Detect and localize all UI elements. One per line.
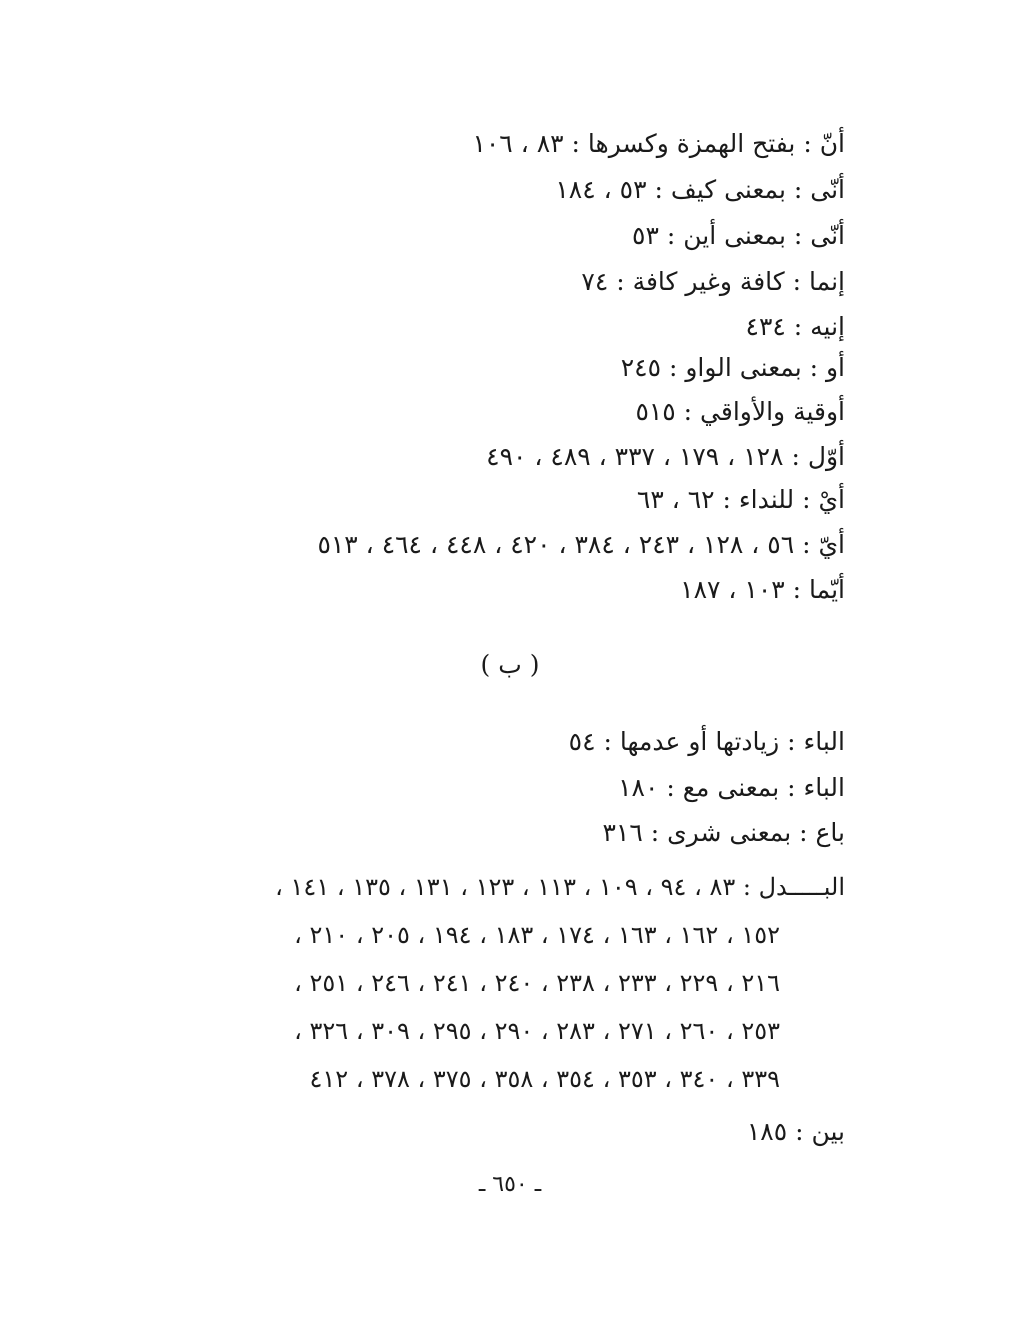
index-entry-awwal: أوّل : ١٢٨ ، ١٧٩ ، ٣٣٧ ، ٤٨٩ ، ٤٩٠	[486, 442, 845, 471]
index-entry-ayyuma: أيّما : ١٠٣ ، ١٨٧	[680, 575, 845, 604]
badal-line: البـــــدل : ٨٣ ، ٩٤ ، ١٠٩ ، ١١٣ ، ١٢٣ ، ١٣١ ، ١٣٥ ، ١٤١ ،	[275, 873, 845, 901]
section-heading-ba: ( ب )	[480, 650, 540, 679]
index-entry-inniyah: إنيه : ٤٣٤	[745, 312, 845, 341]
badal-line: ١٥٢ ، ١٦٢ ، ١٦٣ ، ١٧٤ ، ١٨٣ ، ١٩٤ ، ٢٠٥ ، ٢١٠ ،	[294, 921, 780, 949]
index-entry-uqiyya: أوقية والأواقي : ٥١٥	[635, 397, 845, 426]
badal-line: ٢١٦ ، ٢٢٩ ، ٢٣٣ ، ٢٣٨ ، ٢٤٠ ، ٢٤١ ، ٢٤٦ ، ٢٥١ ،	[294, 969, 780, 997]
page-number: ـ ٦٥٠ ـ	[478, 1172, 542, 1197]
index-entry-bayna: بين : ١٨٥	[746, 1117, 845, 1146]
index-entry-ay-nida: أيْ : للنداء : ٦٢ ، ٦٣	[636, 485, 845, 514]
index-entry-ba-maa: الباء : بمعنى مع : ١٨٠	[618, 773, 845, 802]
index-entry-ba-ziyada: الباء : زيادتها أو عدمها : ٥٤	[568, 727, 845, 756]
index-entry-baa: باع : بمعنى شرى : ٣١٦	[602, 818, 845, 847]
index-entry-badal	[275, 870, 845, 1110]
badal-line: ٢٥٣ ، ٢٦٠ ، ٢٧١ ، ٢٨٣ ، ٢٩٠ ، ٢٩٥ ، ٣٠٩ ، ٣٢٦ ،	[294, 1017, 780, 1045]
index-entry-anna: أنّ : بفتح الهمزة وكسرها : ٨٣ ، ١٠٦	[472, 129, 845, 158]
index-entry-anna-kayfa: أنّى : بمعنى كيف : ٥٣ ، ١٨٤	[555, 175, 845, 204]
index-entry-anna-ayna: أنّى : بمعنى أين : ٥٣	[632, 221, 845, 250]
index-entry-innama: إنما : كافة وغير كافة : ٧٤	[581, 267, 845, 296]
index-entry-ayyu: أيّ : ٥٦ ، ١٢٨ ، ٢٤٣ ، ٣٨٤ ، ٤٢٠ ، ٤٤٨ ، ٤٦٤ ، ٥١٣	[317, 530, 845, 559]
index-entry-aw: أو : بمعنى الواو : ٢٤٥	[620, 353, 845, 382]
badal-line: ٣٣٩ ، ٣٤٠ ، ٣٥٣ ، ٣٥٤ ، ٣٥٨ ، ٣٧٥ ، ٣٧٨ ، ٤١٢	[309, 1065, 780, 1093]
